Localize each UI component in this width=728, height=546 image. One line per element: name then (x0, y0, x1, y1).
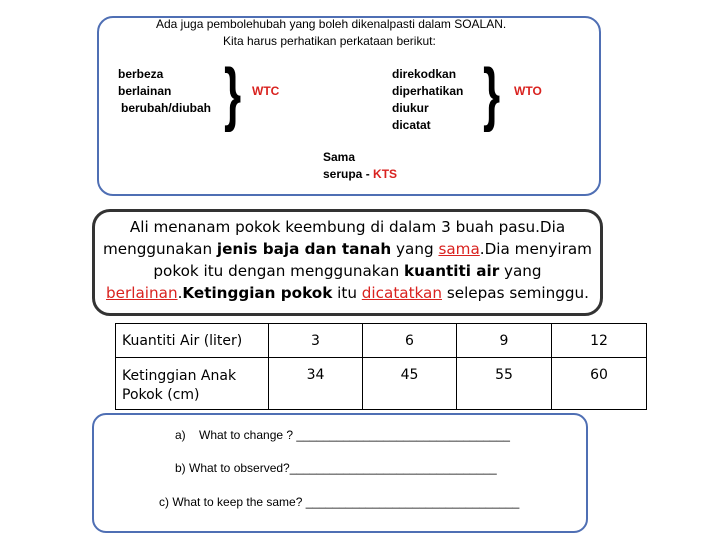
table-cell: 6 (363, 324, 457, 358)
same-word-1: Sama (323, 150, 356, 164)
emphasis-water-quantity: kuantiti air (404, 262, 500, 280)
same-separator: - (362, 167, 374, 181)
intro-line-1: Ada juga pembolehubah yang boleh dikenalpasti dalam SOALAN. (156, 17, 507, 31)
keyword-sama: sama (438, 240, 480, 258)
table-cell: 9 (457, 324, 552, 358)
same-word-2: serupa (323, 167, 363, 181)
right-brace: } (483, 55, 501, 134)
table-cell: 45 (363, 358, 457, 410)
text-span: yang (391, 240, 439, 258)
left-brace: } (224, 55, 242, 134)
question-b: b) What to observed?_______________________________ (175, 461, 497, 475)
table-cell: 3 (269, 324, 363, 358)
kts-label: KTS (373, 167, 398, 181)
text-span: . (177, 284, 183, 302)
text-span: menggunakan (103, 240, 217, 258)
paragraph-line-4 (95, 283, 600, 305)
keyword-dicatatkan: dicatatkan (361, 284, 442, 302)
row-header-height (116, 358, 269, 410)
right-word-3: diukur (392, 101, 429, 115)
wto-label: WTO (514, 84, 542, 98)
row-header-water: Kuantiti Air (liter) (116, 324, 269, 358)
question-a-prefix: a) (175, 428, 186, 442)
left-word-1: berbeza (118, 67, 164, 81)
right-word-4: dicatat (392, 118, 431, 132)
same-word-2-line (323, 167, 397, 181)
emphasis-plant-height: Ketinggian pokok (182, 284, 333, 302)
paragraph-line-1: Ali menanam pokok keembung di dalam 3 buah pasu.Dia (129, 218, 566, 236)
left-word-3: berubah/diubah (121, 101, 211, 115)
text-span: pokok itu dengan menggunakan (153, 262, 405, 280)
text-span: yang (499, 262, 542, 280)
table-row (116, 358, 647, 410)
table-row (116, 324, 647, 358)
table-cell: 55 (457, 358, 552, 410)
row-header-height-line-2: Pokok (cm) (122, 387, 200, 403)
question-c: c) What to keep the same? ________________________________ (159, 495, 520, 509)
keyword-berlainan: berlainan (106, 284, 178, 302)
question-a: What to change ? ________________________________ (199, 428, 510, 442)
paragraph-line-2 (95, 239, 600, 261)
text-span: selepas seminggu. (442, 284, 589, 302)
text-span: itu (332, 284, 362, 302)
paragraph-line-3 (95, 261, 600, 283)
emphasis-fertilizer-soil: jenis baja dan tanah (216, 240, 392, 258)
right-word-1: direkodkan (392, 67, 457, 81)
table-cell: 12 (552, 324, 647, 358)
intro-line-2: Kita harus perhatikan perkataan berikut: (223, 34, 436, 48)
right-word-2: diperhatikan (392, 84, 464, 98)
wtc-label: WTC (252, 84, 280, 98)
table-cell: 60 (552, 358, 647, 410)
left-word-2: berlainan (118, 84, 172, 98)
row-header-height-line-1: Ketinggian Anak (122, 368, 237, 384)
data-table (115, 323, 647, 410)
table-cell: 34 (269, 358, 363, 410)
text-span: .Dia menyiram (479, 240, 592, 258)
